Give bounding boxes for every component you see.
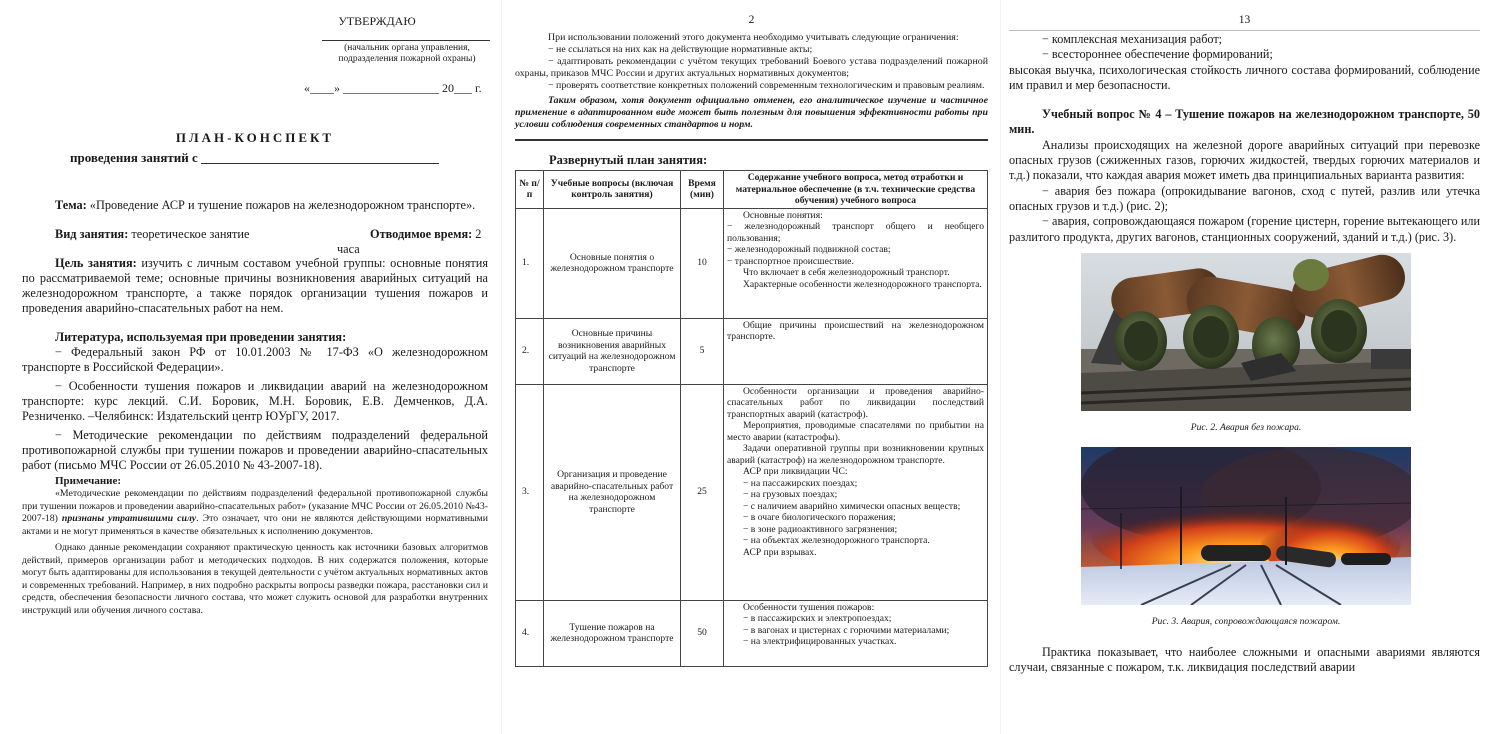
content-line: − на грузовых поездах; [743,489,838,500]
type-label: Вид занятия: [55,227,129,241]
list-item: − комплексная механизация работ; [1042,32,1223,46]
time-label: Отводимое время: [370,227,473,241]
figure-3-caption: Рис. 3. Авария, сопровождающаяся пожаром. [1151,615,1341,627]
restriction-item-2: − адаптировать рекомендации с учётом текущих требований Боевого устава подразделений пожарной охраны, приказов МЧС России и других актуальных нормативных документов; [515,56,988,79]
row-content [724,384,988,600]
row-content [724,208,988,318]
literature-item-2: − Особенности тушения пожаров и ликвидации аварий на железнодорожном транспорте: курс лекций. С.И. Боровик, М.Н. Боровик, Е.В. Демченков, Д.А. Резниченко. –Челябинск: Издательский центр ЮУрГУ, 2017. [22,379,488,423]
header-content: Содержание учебного вопроса, метод отработки и материальное обеспечение (в т.ч. технические средства обучения) учебного вопроса [724,171,988,209]
table-row [516,384,988,600]
content-line: Основные понятия: [743,209,823,221]
conclusion-paragraph: Таким образом, хотя документ официально отменен, его аналитическое изучение и частичное применение в адаптированном виде может быть полезным для повышения эффективности работы при условии соблюдения современных стандартов и норм. [515,95,988,130]
table-row [516,318,988,384]
page-separator [501,0,502,734]
analysis-paragraph: Анализы происходящих на железной дороге аварийных ситуаций при перевозке опасных грузов (сжиженных газов, горючих жидкостей, твердых горючих материалов и т.д.) показали, что каждая авария может иметь два принципиальных варианта развития: [1009,137,1480,183]
content-line: Общие причины происшествий на железнодорожном транспорте. [727,319,984,342]
subtitle-text: проведения занятий с [70,150,198,165]
note-bold: признаны утратившими силу [61,513,197,524]
content-line: − железнодорожный подвижной состав; [727,244,891,255]
practice-paragraph: Практика показывает, что наиболее сложными и опасными авариями являются случаи, связанные с пожаром, т.к. ликвидация последствий аварии [1009,644,1480,675]
row-content [724,600,988,666]
page-number: 2 [748,14,755,26]
page-separator [1000,0,1001,734]
lesson-plan-table [515,170,988,667]
content-line: Особенности организации и проведения аварийно-спасательных работ по ликвидации последствий транспортных аварий (катастроф). [727,385,984,420]
content-line: − в очаге биологического поражения; [743,512,896,523]
note-paragraph-1 [22,488,488,538]
header-rule [1009,30,1480,31]
header-time: Время (мин) [681,171,724,209]
row-question: Организация и проведение аварийно-спасательных работ на железнодорожном транспорте [544,384,681,600]
row-time: 5 [681,318,724,384]
approve-heading: УТВЕРЖДАЮ [338,14,416,28]
page-3 [1003,0,1500,734]
content-line: − транспортное происшествие. [727,255,854,267]
table-title: Развернутый план занятия: [549,153,708,167]
derailed-tankers-image [1081,253,1411,411]
subtitle-blank-line [201,151,439,164]
content-line: − на пассажирских поездах; [743,477,858,489]
goal-label: Цель занятия: [55,256,137,270]
row-time: 25 [681,384,724,600]
content-line: Мероприятия, проводимые спасателями по прибытии на место аварии (катастрофы). [727,420,984,443]
row-number: 3. [516,384,544,600]
restriction-item-1: − не ссылаться на них как на действующие нормативные акты; [548,44,813,55]
row-question: Основные причины возникновения аварийных ситуаций на железнодорожном транспорте [544,318,681,384]
variant-2: − авария, сопровождающаяся пожаром (горение цистерн, горение вытекающего или разлитого продукта, других вагонов, станционных сооружений, зданий и т.д.) (рис. 3). [1009,214,1480,244]
content-line: Что включает в себя железнодорожный транспорт. [743,267,950,278]
row-number: 2. [516,318,544,384]
header-number: № п/п [516,171,544,209]
content-line: − на объектах железнодорожного транспорта. [743,535,930,546]
row-question: Основные понятия о железнодорожном транспорте [544,208,681,318]
section-heading: Учебный вопрос № 4 – Тушение пожаров на железнодорожном транспорте, 50 мин. [1009,107,1480,137]
document-subtitle [70,150,488,166]
note-text-1: «Методические рекомендации по действиям подразделений федеральной противопожарной службы при тушении пожаров и проведении аварийно-спасательных работ» (указание МЧС России от 26.05.2010 №43-2007-18) [22,488,488,524]
restriction-item-3: − проверять соответствие конкретных положений современным технологическим и правовым реалиям. [548,80,985,91]
figure-accident-without-fire [1081,253,1411,433]
paragraph: высокая выучка, психологическая стойкость личного состава формирований, соблюдение им правил и мер безопасности. [1009,62,1480,92]
theme-text: «Проведение АСР и тушение пожаров на железнодорожном транспорте». [86,198,476,212]
table-row [516,208,988,318]
goal-text: изучить с личным составом учебной группы: основные понятия по рассматриваемой теме; основные причины возникновения аварийных ситуаций на железнодорожном транспорте, а также порядок организации тушения пожаров и проведения аварийно-спасательных работ на нем. [22,256,489,315]
signature-line [322,40,490,41]
row-number: 4. [516,600,544,666]
usage-restrictions [515,32,988,141]
document-title: ПЛАН-КОНСПЕКТ [175,130,335,145]
page-1 [0,0,500,734]
theme-paragraph [22,198,488,213]
figure-accident-with-fire [1081,447,1411,627]
row-question: Тушение пожаров на железнодорожном транспорте [544,600,681,666]
row-time: 50 [681,600,724,666]
time-allotted [337,227,488,257]
header-question: Учебные вопросы (включая контроль занятия) [544,171,681,209]
content-line: АСР при взрывах. [743,546,817,558]
row-number: 1. [516,208,544,318]
goal-paragraph [22,256,488,316]
note-label: Примечание: [55,475,122,487]
authority-note: (начальник органа управления, подразделения пожарной охраны) [338,43,476,64]
restrictions-intro: При использовании положений этого документа необходимо учитывать следующие ограничения: [548,32,959,43]
content-line: Задачи оперативной группы при возникновении крупных аварий (катастроф) на железнодорожном транспорте. [727,443,984,466]
table-row [516,600,988,666]
content-line: − железнодорожный транспорт общего и необщего пользования; [727,221,984,244]
content-line: − в вагонах и цистернах с горючими материалами; [743,624,950,636]
page-number: 13 [1238,14,1251,26]
content-line: − с наличием аварийно химически опасных веществ; [743,500,961,512]
lesson-type-line [22,227,488,256]
content-line: Характерные особенности железнодорожного транспорта. [743,278,982,290]
theme-label: Тема: [55,198,87,212]
variant-1: − авария без пожара (опрокидывание вагонов, сход с путей, разлив или утечка опасных грузов и т.д.) (рис. 2); [1009,183,1480,213]
literature-heading: Литература, используемая при проведении занятия: [55,330,347,344]
literature-item-1: − Федеральный закон РФ от 10.01.2003 № 17-ФЗ «О железнодорожном транспорте в Российской Федерации». [22,345,488,374]
content-line: − в пассажирских и электропоездах; [743,613,892,624]
time-value: 2 часа [337,227,482,256]
burning-train-image [1081,447,1411,605]
content-line: − в зоне радиоактивного загрязнения; [743,523,898,535]
row-content [724,318,988,384]
content-line: − на электрифицированных участках. [743,636,897,647]
date-line: «____» ________________ 20___ г. [304,81,482,95]
literature-item-3: − Методические рекомендации по действиям подразделений федеральной противопожарной службы при тушении пожаров и проведении аварийно-спасательных работ (письмо МЧС России от 26.05.2010 № 43-2007-18). [22,428,488,472]
note-paragraph-2: Однако данные рекомендации сохраняют практическую ценность как источники базовых алгоритмов действий, примеров организации работ и методических подходов. В них содержатся положения, которые могут быть адаптированы для использования в текущей деятельности с учётом актуальных нормативных актов и современных требований. Например, в них подробно раскрыты вопросы разведки пожара, расстановки сил и средств, обеспечения безопасности личного состава, что может служить основой для разработки внутренних инструкций или обучения личного состава. [22,542,488,616]
content-line: Особенности тушения пожаров: [743,601,875,613]
page-2 [503,0,998,734]
table-header-row [516,171,988,209]
content-line: АСР при ликвидации ЧС: [743,466,848,477]
note-text-2: . Это означает, что они не являются действующими нормативными актами и не могут применяться в качестве обязательных к исполнению документов. [22,513,488,537]
figure-2-caption: Рис. 2. Авария без пожара. [1190,421,1302,433]
row-time: 10 [681,208,724,318]
type-value: теоретическое занятие [128,227,250,241]
list-item: − всестороннее обеспечение формирований; [1042,47,1273,62]
